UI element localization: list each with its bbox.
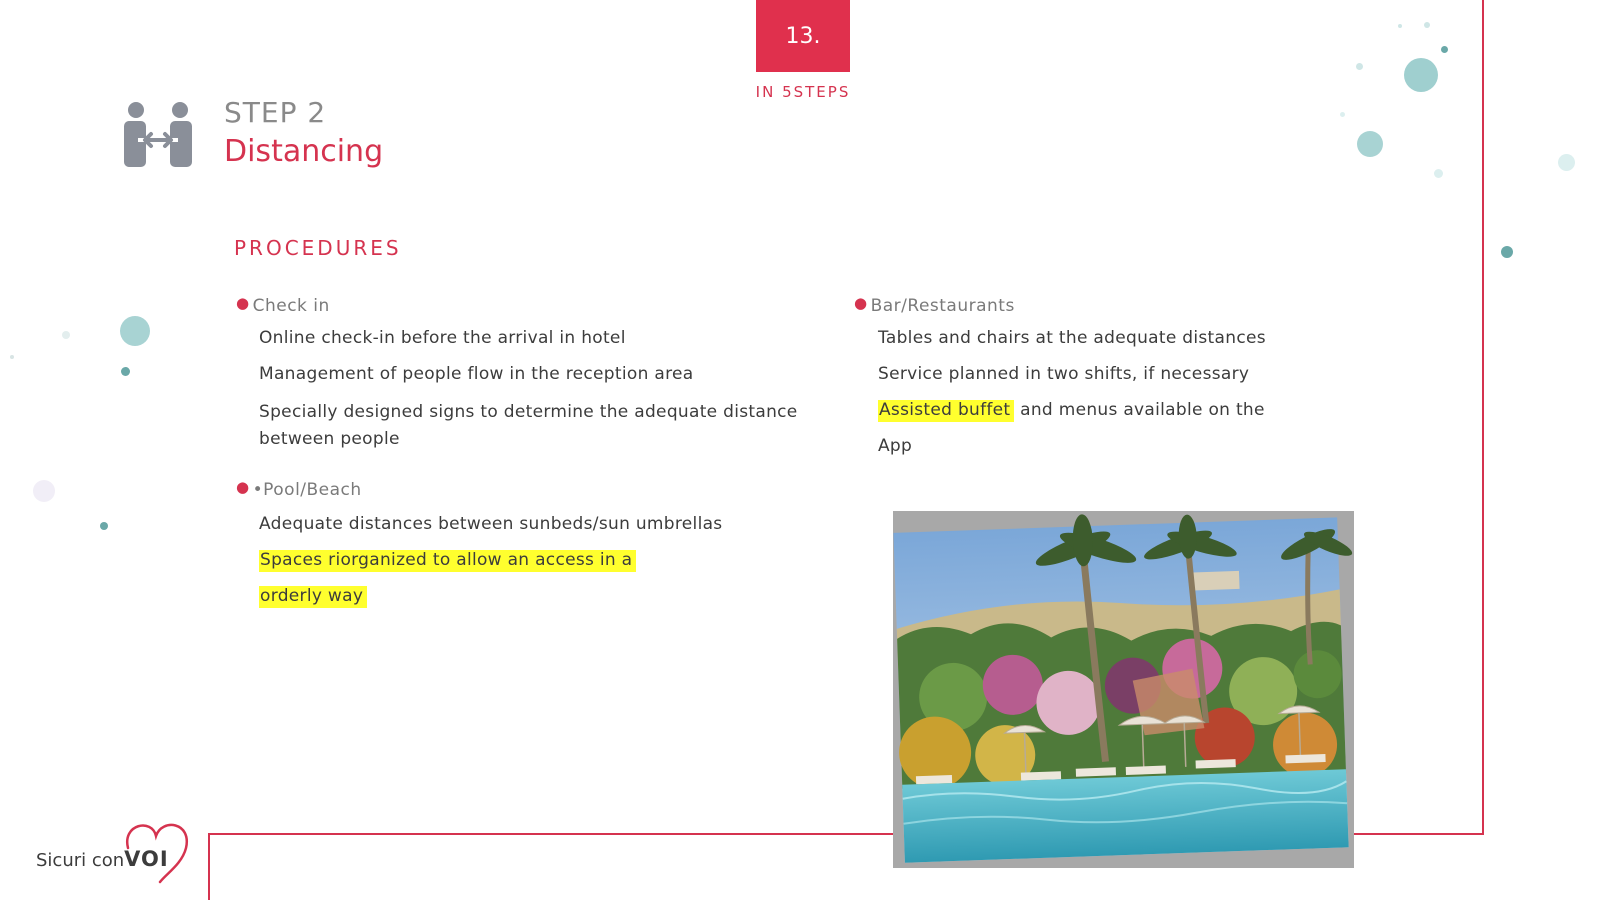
- item-text: and menus available on the: [1020, 400, 1265, 420]
- bullet-dot: ●: [236, 294, 250, 312]
- check-in-heading: [236, 296, 330, 316]
- page-subtitle: IN 5STEPS: [755, 83, 851, 101]
- page-title: Distancing: [224, 134, 384, 169]
- section-title: PROCEDURES: [234, 236, 402, 260]
- list-item: Online check-in before the arrival in hotel: [259, 328, 626, 348]
- list-item: Service planned in two shifts, if necessary: [878, 364, 1250, 384]
- highlighted-item: [259, 546, 636, 574]
- list-item: Specially designed signs to determine the adequate distance: [259, 402, 798, 422]
- bullet-dot: ●: [854, 294, 868, 312]
- list-item: App: [878, 436, 913, 456]
- bar-restaurants-heading-text: Bar/Restaurants: [870, 296, 1015, 316]
- heart-outline-icon: [122, 818, 192, 884]
- page-number-badge: 13.: [756, 0, 850, 72]
- pool-beach-heading: [236, 480, 362, 500]
- list-item: Adequate distances between sunbeds/sun umbrellas: [259, 514, 723, 534]
- check-in-section: [236, 296, 330, 316]
- pool-beach-heading-text: •Pool/Beach: [252, 480, 362, 500]
- check-in-heading-text: Check in: [252, 296, 330, 316]
- frame-left-line: [208, 833, 210, 900]
- highlight-text: orderly way: [259, 586, 367, 608]
- list-item: Management of people flow in the reception area: [259, 364, 694, 384]
- highlight-text: Assisted buffet: [878, 400, 1014, 422]
- bullet-dot: ●: [236, 478, 250, 496]
- logo-bold: VOI: [124, 847, 169, 871]
- bar-restaurants-heading: [854, 296, 1015, 316]
- pool-beach-section: [236, 480, 362, 500]
- bar-restaurants-section: [854, 296, 1015, 316]
- frame-right-line: [1482, 0, 1484, 835]
- list-item: Tables and chairs at the adequate distances: [878, 328, 1266, 348]
- highlighted-item: [259, 582, 367, 610]
- people-distancing-icon: [122, 100, 194, 170]
- pool-garden-photo: [893, 511, 1354, 868]
- highlight-text: Spaces riorganized to allow an access in a: [259, 550, 636, 572]
- list-item: between people: [259, 429, 400, 449]
- list-item: [878, 396, 1265, 424]
- logo-prefix: Sicuri con: [36, 850, 125, 871]
- step-label: STEP 2: [224, 96, 327, 129]
